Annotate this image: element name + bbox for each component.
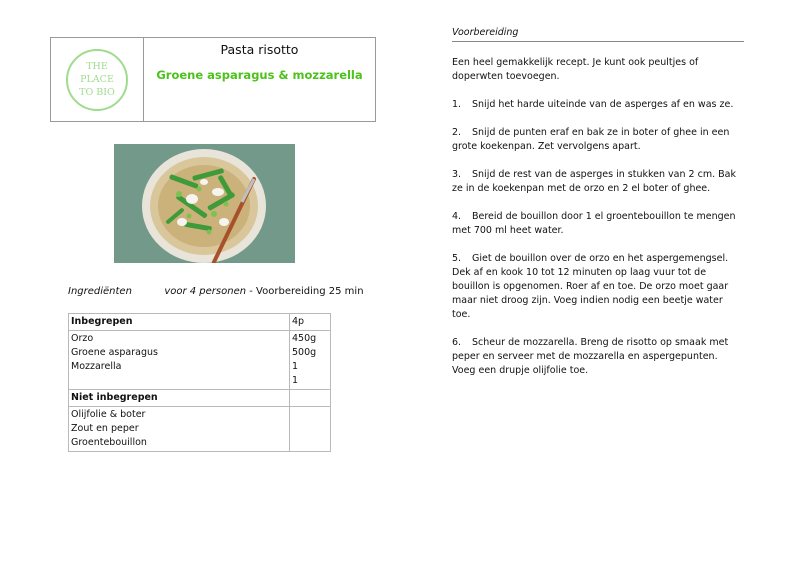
step-text: Scheur de mozzarella. Breng de risotto op smaak met peper en serveer met de mozzarella en aspergepunten. Voeg een drupje olijfolie toe.: [452, 337, 729, 376]
step-5: [452, 252, 744, 322]
list-item: Olijfolie & boter: [71, 409, 146, 420]
included-qty-header: 4p: [290, 314, 331, 331]
list-item: 1: [292, 361, 299, 372]
included-header: Inbegrepen: [69, 314, 290, 331]
table-row: [69, 390, 331, 407]
table-row: [69, 407, 331, 452]
step-2: [452, 126, 744, 154]
empty-cell: [290, 407, 331, 452]
persons-label: voor 4 personen: [164, 286, 247, 297]
step-number: 1.: [452, 99, 462, 110]
preparation-heading: Voorbereiding: [452, 26, 744, 42]
step-4: [452, 210, 744, 238]
list-item: Zout en peper: [71, 423, 139, 434]
title-cell: [144, 38, 375, 121]
empty-cell: [290, 390, 331, 407]
step-6: [452, 336, 744, 378]
list-item: Mozzarella: [71, 361, 122, 372]
table-row: [69, 314, 331, 331]
logo-cell: [51, 38, 144, 121]
step-number: 6.: [452, 337, 462, 348]
step-text: Snijd de rest van de asperges in stukken van 2 cm. Bak ze in de koekenpan met de orzo en 2 el boter of ghee.: [452, 169, 736, 194]
ingredients-table: [68, 313, 331, 452]
not-included-header: Niet inbegrepen: [69, 390, 290, 407]
list-item: 450g: [292, 333, 317, 344]
step-number: 2.: [452, 127, 462, 138]
ingredients-line: [68, 286, 364, 297]
ingredients-label: Ingrediënten: [68, 286, 132, 297]
included-qty-cell: [290, 331, 331, 390]
step-text: Snijd het harde uiteinde van de asperges af en was ze.: [472, 99, 734, 110]
logo-line-1: THE PLACE: [80, 61, 114, 85]
list-item: Orzo: [71, 333, 94, 344]
table-row: [69, 331, 331, 390]
step-number: 4.: [452, 211, 462, 222]
list-item: Groentebouillon: [71, 437, 147, 448]
step-text: Giet de bouillon over de orzo en het aspergemengsel. Dek af en kook 10 tot 12 minuten op laag vuur tot de bouillon is opgenomen. Roer af en toe. De orzo moet gaar maar niet droog zijn. Voeg indien nodig een beetje water toe.: [452, 253, 729, 320]
preparation-intro: Een heel gemakkelijk recept. Je kunt ook peultjes of doperwten toevoegen.: [452, 57, 699, 82]
prep-time: - Voorbereiding 25 min: [249, 286, 364, 297]
list-item: Groene asparagus: [71, 347, 158, 358]
not-included-items-cell: [69, 407, 290, 452]
recipe-title: Pasta risotto: [220, 42, 299, 57]
step-number: 5.: [452, 253, 462, 264]
the-place-to-bio-logo: [66, 49, 128, 111]
step-1: [452, 98, 744, 112]
step-number: 3.: [452, 169, 462, 180]
recipe-subtitle: Groene asparagus & mozzarella: [156, 68, 363, 82]
step-text: Bereid de bouillon door 1 el groentebouillon te mengen met 700 ml heet water.: [452, 211, 736, 236]
step-3: [452, 168, 744, 196]
list-item: 500g: [292, 347, 317, 358]
dish-photo: [114, 144, 295, 263]
included-items-cell: [69, 331, 290, 390]
recipe-header: [50, 37, 376, 122]
logo-line-2: TO BIO: [79, 87, 115, 98]
preparation-section: [452, 26, 744, 392]
step-text: Snijd de punten eraf en bak ze in boter of ghee in een grote koekenpan. Zet vervolgens apart.: [452, 127, 730, 152]
list-item: 1: [292, 375, 299, 386]
